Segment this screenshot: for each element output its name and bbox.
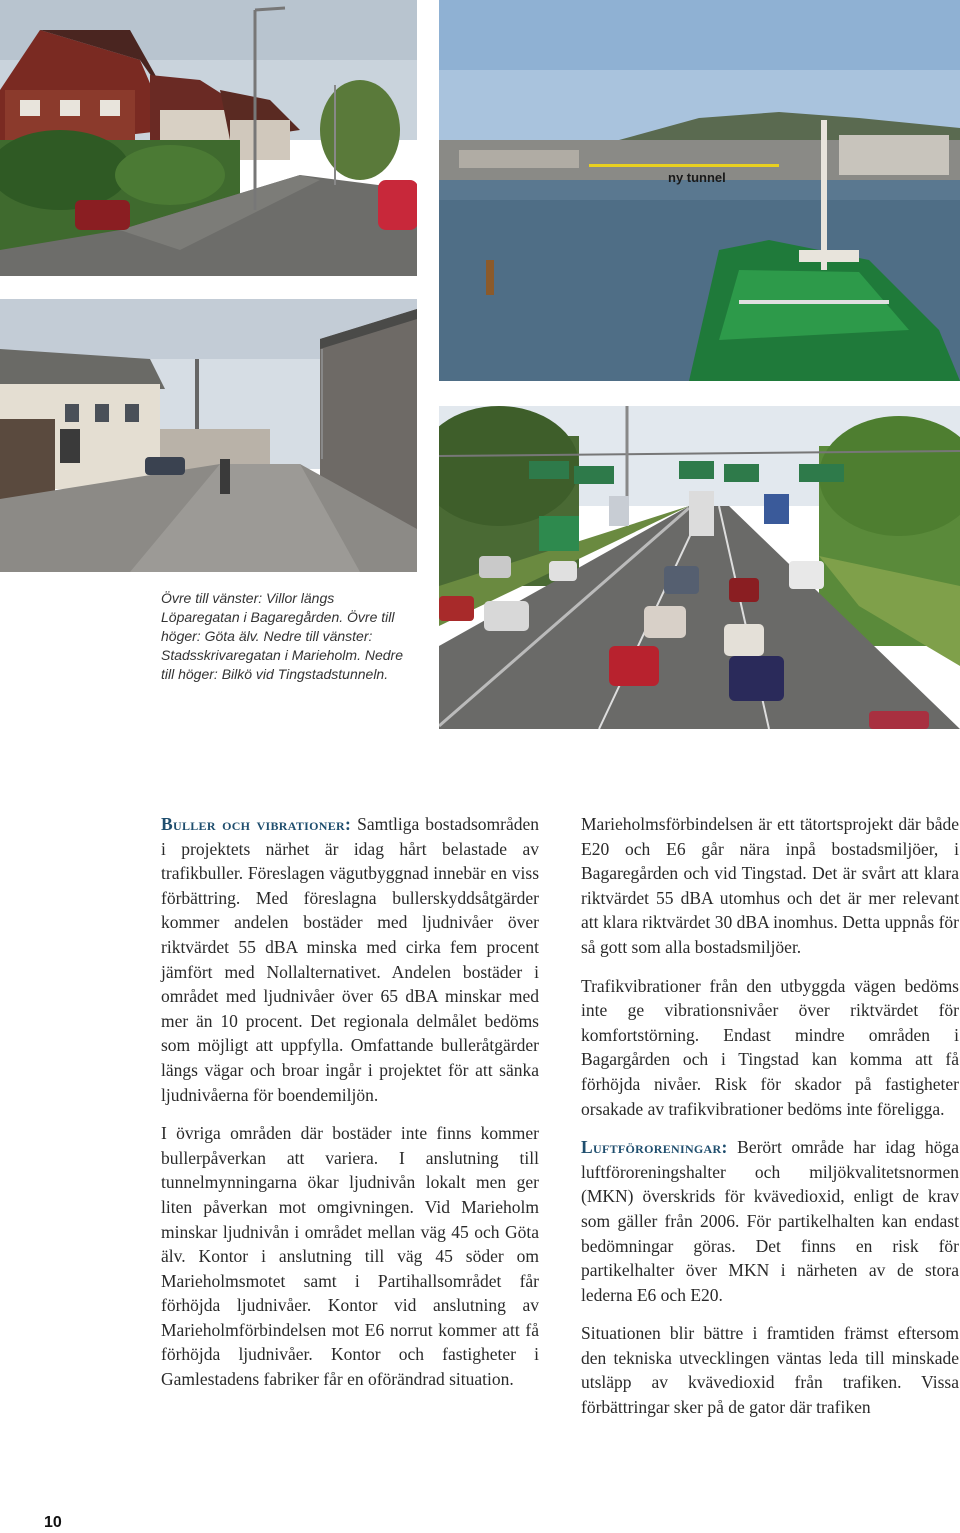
ny-tunnel-label: ny tunnel <box>668 170 726 185</box>
noise-paragraph <box>161 812 539 1107</box>
photo-river-ship <box>439 0 960 381</box>
vibrations-paragraph: Trafikvibrationer från den utbyggda vägen bedöms inte ge vibrationsnivåer över riktvärdet för komfortstörning. Endast mindre områden i Bagargården och i Tingstad kan komma att få förhöjda nivåer. Risk för skador på fastigheter orsakade av trafikvibrationer bedöms inte föreligga. <box>581 975 959 1119</box>
air-pollution-heading: Luftföroreningar: <box>581 1137 728 1158</box>
photo-industrial-street <box>0 299 417 572</box>
page-number: 10 <box>44 1514 62 1531</box>
right-column <box>581 812 959 1434</box>
photo-highway-traffic <box>439 406 960 729</box>
noise-text: Samtliga bostadsområden i projektets närhet är idag hårt belastade av trafikbuller. Föreslagen vägutbyggnad innebär en viss förbättring. Med föreslagna bullerskyddsåtgärder kommer andelen bostäder med ljudnivåer över riktvärdet 55 dBA minska med cirka fem procent jämfört med Nollalternativet. Andelen bostäder i området med ljudnivåer över 65 dBA minskar med mer än 10 procent. Det regionala delmålet bedöms som möjligt att uppfylla. Omfattande bulleråtgärder längs vägar och broar ingår i projektet för att sänka ljudnivåerna för boendemiljön. <box>161 814 539 1105</box>
air-pollution-paragraph <box>581 1135 959 1307</box>
air-pollution-text: Berört område har idag höga luftföroreningshalter och miljökvalitetsnormen (MKN) överskrids för kvävedioxid, enligt de krav som gäller från 2006. För partikelhalten kan endast bedömningar göras. Det finns en risk för partikelhalter över MKN i närheten av de stora lederna E6 och E20. <box>581 1137 959 1305</box>
left-column <box>161 812 539 1406</box>
urban-project-paragraph: Marieholmsförbindelsen är ett tätortsprojekt där både E20 och E6 går nära inpå bostadsmiljöer, i Bagaregården och vid Tingstad. Det är svårt att klara riktvärdet 55 dBA utomhus och det är mer relevant att klara riktvärdet 30 dBA inomhus. Detta uppnås för så gott som alla bostadsmiljöer. <box>581 814 959 957</box>
photo-villa-street <box>0 0 417 276</box>
photo-caption: Övre till vänster: Villor längs Löparegatan i Bagaregården. Övre till höger: Göta älv. Nedre till vänster: Stadsskrivaregatan i Marieholm. Nedre till höger: Bilkö vid Tingstadstunneln. <box>161 590 403 682</box>
noise-heading: Buller och vibrationer: <box>161 814 352 834</box>
other-areas-paragraph: I övriga områden där bostäder inte finns kommer bullerpåverkan att variera. I anslutning till tunnelmynningarna ökar ljudnivån lokalt men ger liten påverkan mot omgivningen. Vid Marieholm minskar ljudnivån i området mellan väg 45 och Göta älv. Kontor i anslutning till väg 45 söder om Marieholmsmotet samt i Partihallsområdet får förhöjda ljudnivåer. Kontor vid anslutning av Marieholmförbindelsen mot E6 norrut kommer att få förhöjda ljudnivåer. Kontor och fastigheter i Gamlestadens fabriker får en oförändrad situation. <box>161 1123 539 1390</box>
future-paragraph: Situationen blir bättre i framtiden främst eftersom den tekniska utvecklingen väntas leda till minskade utsläpp av kvävedioxid från trafiken. Vissa förbättringar sker på de gator där trafiken <box>581 1323 959 1418</box>
